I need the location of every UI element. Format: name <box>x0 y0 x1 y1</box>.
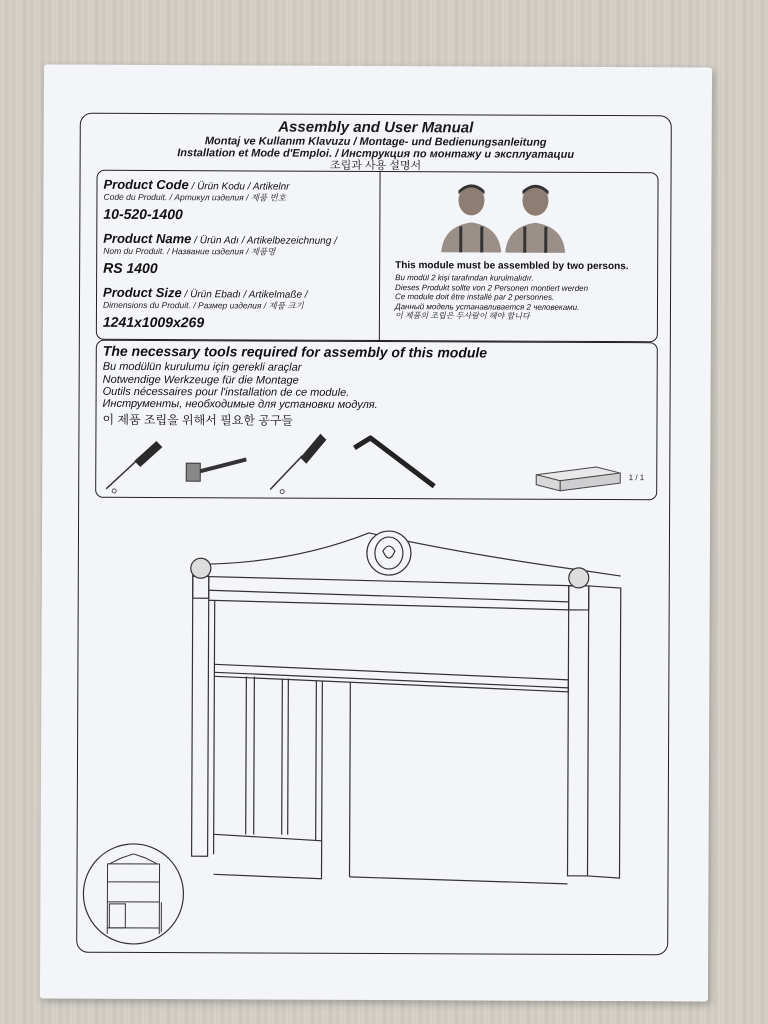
product-name-sub: Nom du Produit. / Название изделия / 제품명 <box>103 245 276 257</box>
page-title: Assembly and User Manual <box>278 118 474 137</box>
assembly-note-de: Dieses Produkt sollte von 2 Personen montiert werden <box>395 282 589 293</box>
hammer-icon <box>186 459 246 481</box>
title-subline-korean: 조립과 사용 설명서 <box>330 159 422 173</box>
two-persons-icon <box>381 172 657 259</box>
assembly-note-fr: Ce module doit être installé par 2 personnes. <box>395 292 555 302</box>
phillips-screwdriver-icon <box>106 441 162 493</box>
assembly-note-tr: Bu modül 2 kişi tarafından kurulmalıdır. <box>395 273 534 283</box>
product-name-value: RS 1400 <box>103 259 158 277</box>
tools-text-fr: Outils nécessaires pour l'installation de ce module. <box>102 385 350 399</box>
tools-text-ru: Инструменты, необходимые для установки модуля. <box>102 397 378 412</box>
product-size-block <box>103 285 308 331</box>
product-code-label: Product Code / Ürün Kodu / Artikelnr <box>103 176 290 193</box>
page-number: 1 / 1 <box>628 473 645 483</box>
assembly-note-ko: 이 제품의 조립은 두사람이 해야 합니다 <box>394 311 530 321</box>
product-code-value: 10-520-1400 <box>103 205 183 223</box>
assembly-note-ru: Данный модель устанавливается 2 человеками. <box>394 301 580 312</box>
assembly-note-main: This module must be assembled by two persons. <box>395 260 629 273</box>
product-size-value: 1241x1009x269 <box>102 313 205 331</box>
page-frame <box>76 113 672 956</box>
package-box-icon <box>536 467 620 491</box>
header <box>81 118 671 174</box>
tools-illustrations <box>96 427 656 497</box>
tools-box <box>95 340 658 500</box>
product-thumbnail <box>81 842 191 952</box>
tools-text-tr: Bu modülün kurulumu için gerekli araçlar <box>102 360 302 374</box>
product-name-label: Product Name / Ürün Adı / Artikelbezeichnung / <box>103 230 337 247</box>
tools-text-de: Notwendige Werkzeuge für die Montage <box>102 373 299 387</box>
product-name-block <box>103 231 337 277</box>
tools-title: The necessary tools required for assembly of this module <box>102 342 488 361</box>
product-code-block <box>103 177 289 223</box>
flat-screwdriver-icon <box>270 434 326 494</box>
title-subline-1: Montaj ve Kullanım Klavuzu / Montage- und Bedienungsanleitung <box>204 135 547 149</box>
product-size-label: Product Size / Ürün Ebadı / Artikelmaße / <box>103 284 308 301</box>
tools-text-ko: 이 제품 조립을 위해서 필요한 공구들 <box>102 412 294 428</box>
allen-key-icon <box>354 438 434 486</box>
product-info-box <box>96 170 659 342</box>
product-details <box>97 171 381 340</box>
assembly-note <box>395 260 645 322</box>
manual-page <box>40 65 712 1002</box>
assembly-persons-panel <box>381 172 658 341</box>
hutch-drawing <box>77 504 669 887</box>
product-size-sub: Dimensions du Produit. / Размер изделия / 제품 크기 <box>102 299 304 311</box>
title-subline-2: Installation et Mode d'Emploi. / Инструкция по монтажу и эксплуатации <box>177 147 575 161</box>
product-code-sub: Code du Produit. / Артикул изделия / 제품 번호 <box>103 191 286 203</box>
